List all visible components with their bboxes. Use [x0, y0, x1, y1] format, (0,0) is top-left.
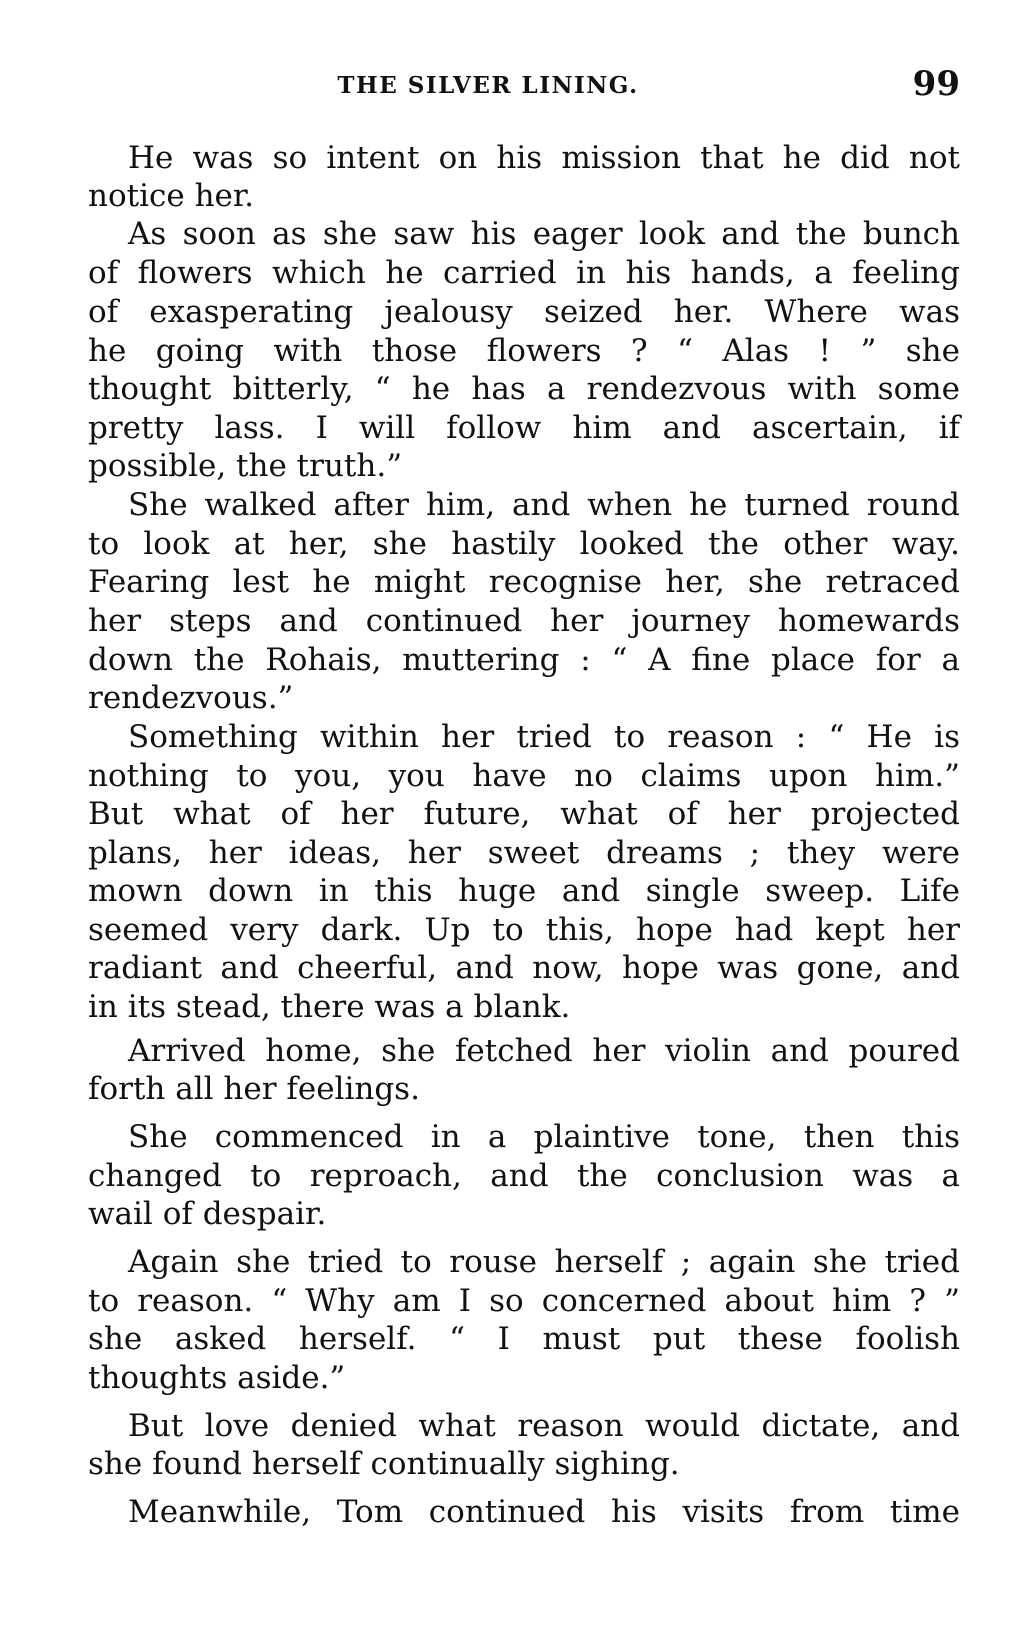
text-line: radiant and cheerful, and now, hope was gone, and: [88, 950, 960, 986]
text-line: in its stead, there was a blank.: [88, 989, 571, 1025]
text-line: nothing to you, you have no claims upon him.”: [88, 758, 960, 794]
text-line: Meanwhile, Tom continued his visits from time: [128, 1494, 960, 1530]
text-line: to reason. “ Why am I so concerned about him ? ”: [88, 1283, 960, 1319]
text-line: possible, the truth.”: [88, 448, 403, 484]
text-line: seemed very dark. Up to this, hope had kept her: [88, 912, 960, 948]
text-line: Again she tried to rouse herself ; again she tried: [128, 1244, 960, 1280]
text-line: She commenced in a plaintive tone, then this: [128, 1119, 960, 1155]
text-line: Arrived home, she fetched her violin and poured: [128, 1033, 960, 1069]
text-line: wail of despair.: [88, 1196, 327, 1232]
text-line: But love denied what reason would dictate, and: [128, 1408, 960, 1444]
text-line: Fearing lest he might recognise her, she retraced: [88, 564, 960, 600]
text-line: down the Rohais, muttering : “ A fine place for a: [88, 642, 960, 678]
text-line: She walked after him, and when he turned round: [128, 487, 960, 523]
text-line: notice her.: [88, 178, 255, 214]
text-line: mown down in this huge and single sweep. Life: [88, 873, 960, 909]
text-line: to look at her, she hastily looked the other way.: [88, 526, 960, 562]
text-line: forth all her feelings.: [88, 1071, 420, 1107]
text-line: of exasperating jealousy seized her. Where was: [88, 294, 960, 330]
text-line: Something within her tried to reason : “ He is: [128, 719, 960, 755]
text-line: thought bitterly, “ he has a rendezvous with some: [88, 371, 960, 407]
text-line: thoughts aside.”: [88, 1360, 346, 1396]
text-line: she found herself continually sighing.: [88, 1446, 680, 1482]
text-line: she asked herself. “ I must put these foolish: [88, 1321, 960, 1357]
text-line: her steps and continued her journey homewards: [88, 603, 960, 639]
running-head: [88, 64, 960, 104]
text-line: plans, her ideas, her sweet dreams ; they were: [88, 835, 960, 871]
page-number: 99: [912, 64, 960, 104]
text-line: of flowers which he carried in his hands, a feeling: [88, 255, 960, 291]
text-line: He was so intent on his mission that he did not: [128, 140, 960, 176]
text-line: rendezvous.”: [88, 680, 294, 716]
text-line: changed to reproach, and the conclusion was a: [88, 1158, 960, 1194]
text-line: pretty lass. I will follow him and ascertain, if: [88, 410, 960, 446]
running-title: THE SILVER LINING.: [337, 72, 639, 99]
text-line: he going with those flowers ? “ Alas ! ” she: [88, 333, 960, 369]
text-line: As soon as she saw his eager look and the bunch: [128, 216, 960, 252]
text-line: But what of her future, what of her projected: [88, 796, 960, 832]
